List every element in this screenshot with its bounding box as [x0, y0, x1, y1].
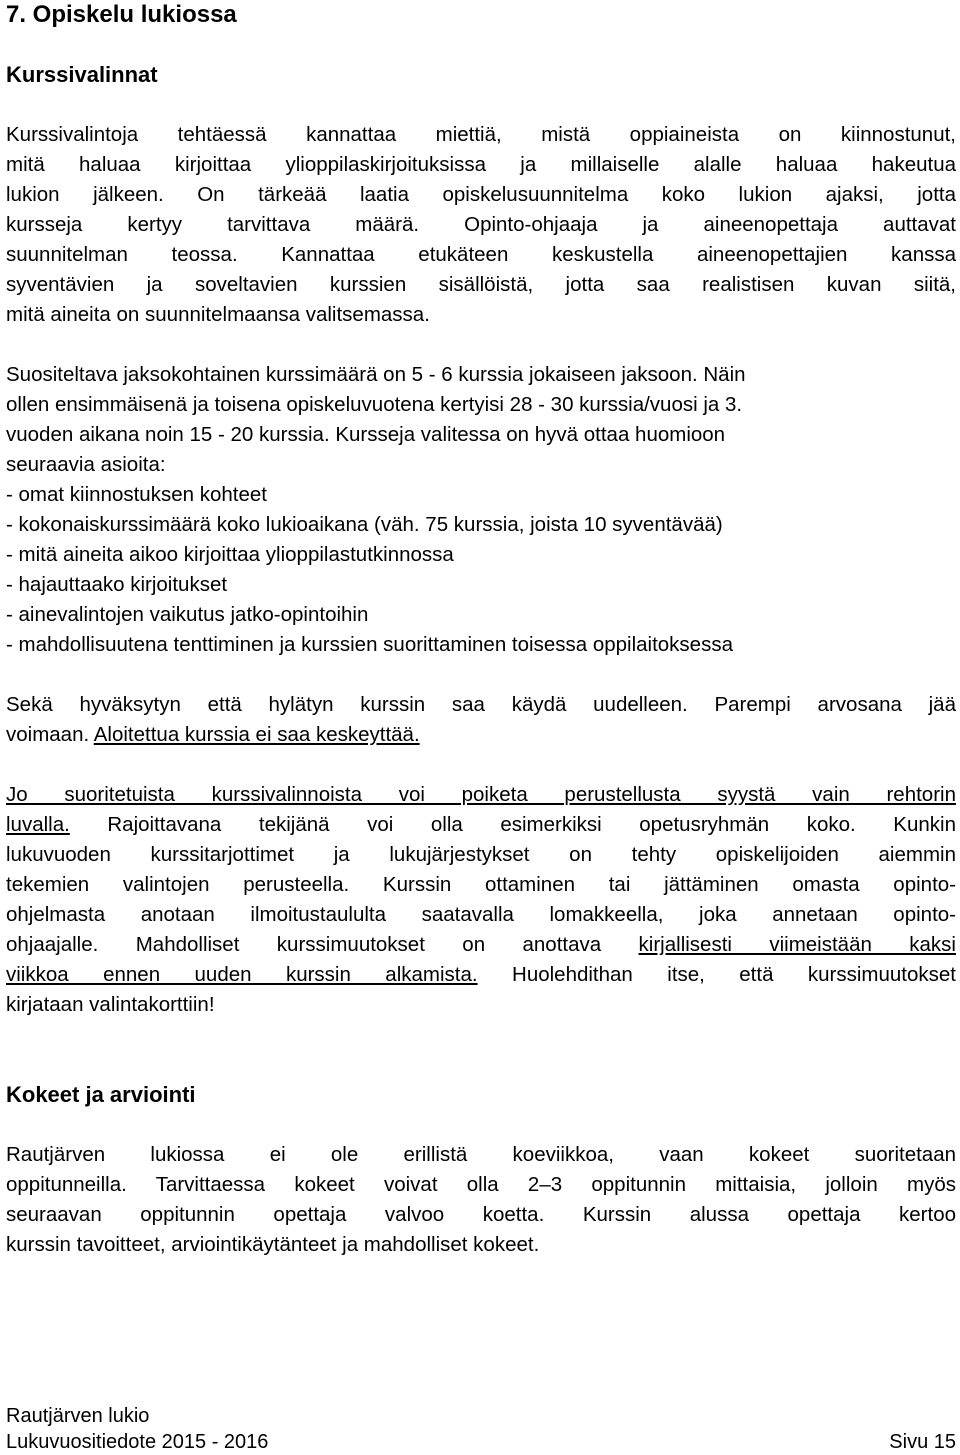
list-item: - omat kiinnostuksen kohteet [6, 483, 267, 506]
text-line: lukion jälkeen. On tärkeää laatia opiskelusuunnitelma koko lukion ajaksi, jotta [6, 183, 956, 206]
paragraph-recommended-count [6, 360, 956, 480]
text-line: mitä aineita on suunnitelmaansa valitsemassa. [6, 303, 430, 326]
page-number: Sivu 15 [889, 1431, 956, 1453]
section-heading-kurssivalinnat: Kurssivalinnat [6, 62, 158, 87]
text-line: kirjataan valintakorttiin! [6, 993, 215, 1016]
list-item: - ainevalintojen vaikutus jatko-opintoihin [6, 603, 369, 626]
underlined-rule: luvalla. [6, 813, 70, 836]
text-line [6, 960, 956, 990]
text-line: suunnitelman teossa. Kannattaa etukäteen keskustella aineenopettajien kanssa [6, 243, 956, 266]
list-item: - mitä aineita aikoo kirjoittaa ylioppilastutkinnossa [6, 543, 454, 566]
text-run: Rajoittavana tekijänä voi olla esimerkiksi opetusryhmän koko. Kunkin [69, 813, 956, 836]
text-line: Sekä hyväksytyn että hylätyn kurssin saa käydä uudelleen. Parempi arvosana jää [6, 693, 956, 716]
paragraph-course-changes [6, 780, 956, 1020]
text-line: ohjelmasta anotaan ilmoitustaululta saatavalla lomakkeella, joka annetaan opinto- [6, 903, 956, 926]
text-line [6, 810, 956, 840]
text-line [6, 930, 956, 960]
footer-school: Rautjärven lukio [6, 1405, 150, 1427]
footer-publication: Lukuvuositiedote 2015 - 2016 [6, 1431, 269, 1453]
underlined-rule: kirjallisesti viimeistään kaksi [638, 933, 956, 956]
text-line: Kurssivalintoja tehtäessä kannattaa miettiä, mistä oppiaineista on kiinnostunut, [6, 123, 956, 146]
text-line: seuraavia asioita: [6, 453, 166, 476]
text-line: oppitunneilla. Tarvittaessa kokeet voivat olla 2–3 oppitunnin mittaisia, jolloin myös [6, 1173, 956, 1196]
page-footer [6, 1403, 956, 1455]
text-line: kursseja kertyy tarvittava määrä. Opinto-ohjaaja ja aineenopettaja auttavat [6, 213, 956, 236]
text-line: lukuvuoden kurssitarjottimet ja lukujärjestykset on tehty opiskelijoiden aiemmin [6, 843, 956, 866]
text-line: mitä haluaa kirjoittaa ylioppilaskirjoituksissa ja millaiselle alalle haluaa hakeutua [6, 153, 956, 176]
list-item: - kokonaiskurssimäärä koko lukioaikana (väh. 75 kurssia, joista 10 syventävää) [6, 513, 723, 536]
paragraph-retake [6, 690, 956, 750]
text-line: ollen ensimmäisenä ja toisena opiskeluvuotena kertyisi 28 - 30 kurssia/vuosi ja 3. [6, 393, 743, 416]
text-line: tekemien valintojen perusteella. Kurssin ottaminen tai jättäminen omasta opinto- [6, 873, 956, 896]
underlined-rule: viikkoa ennen uuden kurssin alkamista. [6, 963, 478, 986]
underlined-rule: Jo suoritetuista kurssivalinnoista voi poiketa perustellusta syystä vain rehtorin [6, 783, 956, 806]
list-item: - mahdollisuutena tenttiminen ja kurssien suorittaminen toisessa oppilaitoksessa [6, 633, 733, 656]
considerations-list [6, 480, 956, 660]
text-run: voimaan. [6, 723, 94, 746]
paragraph-exams [6, 1140, 956, 1260]
text-line: Rautjärven lukiossa ei ole erillistä koeviikkoa, vaan kokeet suoritetaan [6, 1143, 956, 1166]
paragraph-course-choices [6, 120, 956, 330]
text-line: seuraavan oppitunnin opettaja valvoo koetta. Kurssin alussa opettaja kertoo [6, 1203, 956, 1226]
text-line: syventävien ja soveltavien kurssien sisällöistä, jotta saa realistisen kuvan siitä, [6, 273, 956, 296]
text-line: vuoden aikana noin 15 - 20 kurssia. Kursseja valitessa on hyvä ottaa huomioon [6, 423, 726, 446]
text-run: Huolehdithan itse, että kurssimuutokset [477, 963, 957, 986]
text-line [6, 720, 956, 750]
section-heading-kokeet: Kokeet ja arviointi [6, 1082, 196, 1107]
list-item: - hajauttaako kirjoitukset [6, 573, 228, 596]
text-line: kurssin tavoitteet, arviointikäytänteet ja mahdolliset kokeet. [6, 1233, 540, 1256]
text-line: Suositeltava jaksokohtainen kurssimäärä on 5 - 6 kurssia jokaiseen jaksoon. Näin [6, 363, 746, 386]
chapter-title: 7. Opiskelu lukiossa [6, 1, 237, 28]
underlined-rule: Aloitettua kurssia ei saa keskeyttää. [93, 723, 420, 746]
text-run: ohjaajalle. Mahdolliset kurssimuutokset on anottava [6, 933, 639, 956]
